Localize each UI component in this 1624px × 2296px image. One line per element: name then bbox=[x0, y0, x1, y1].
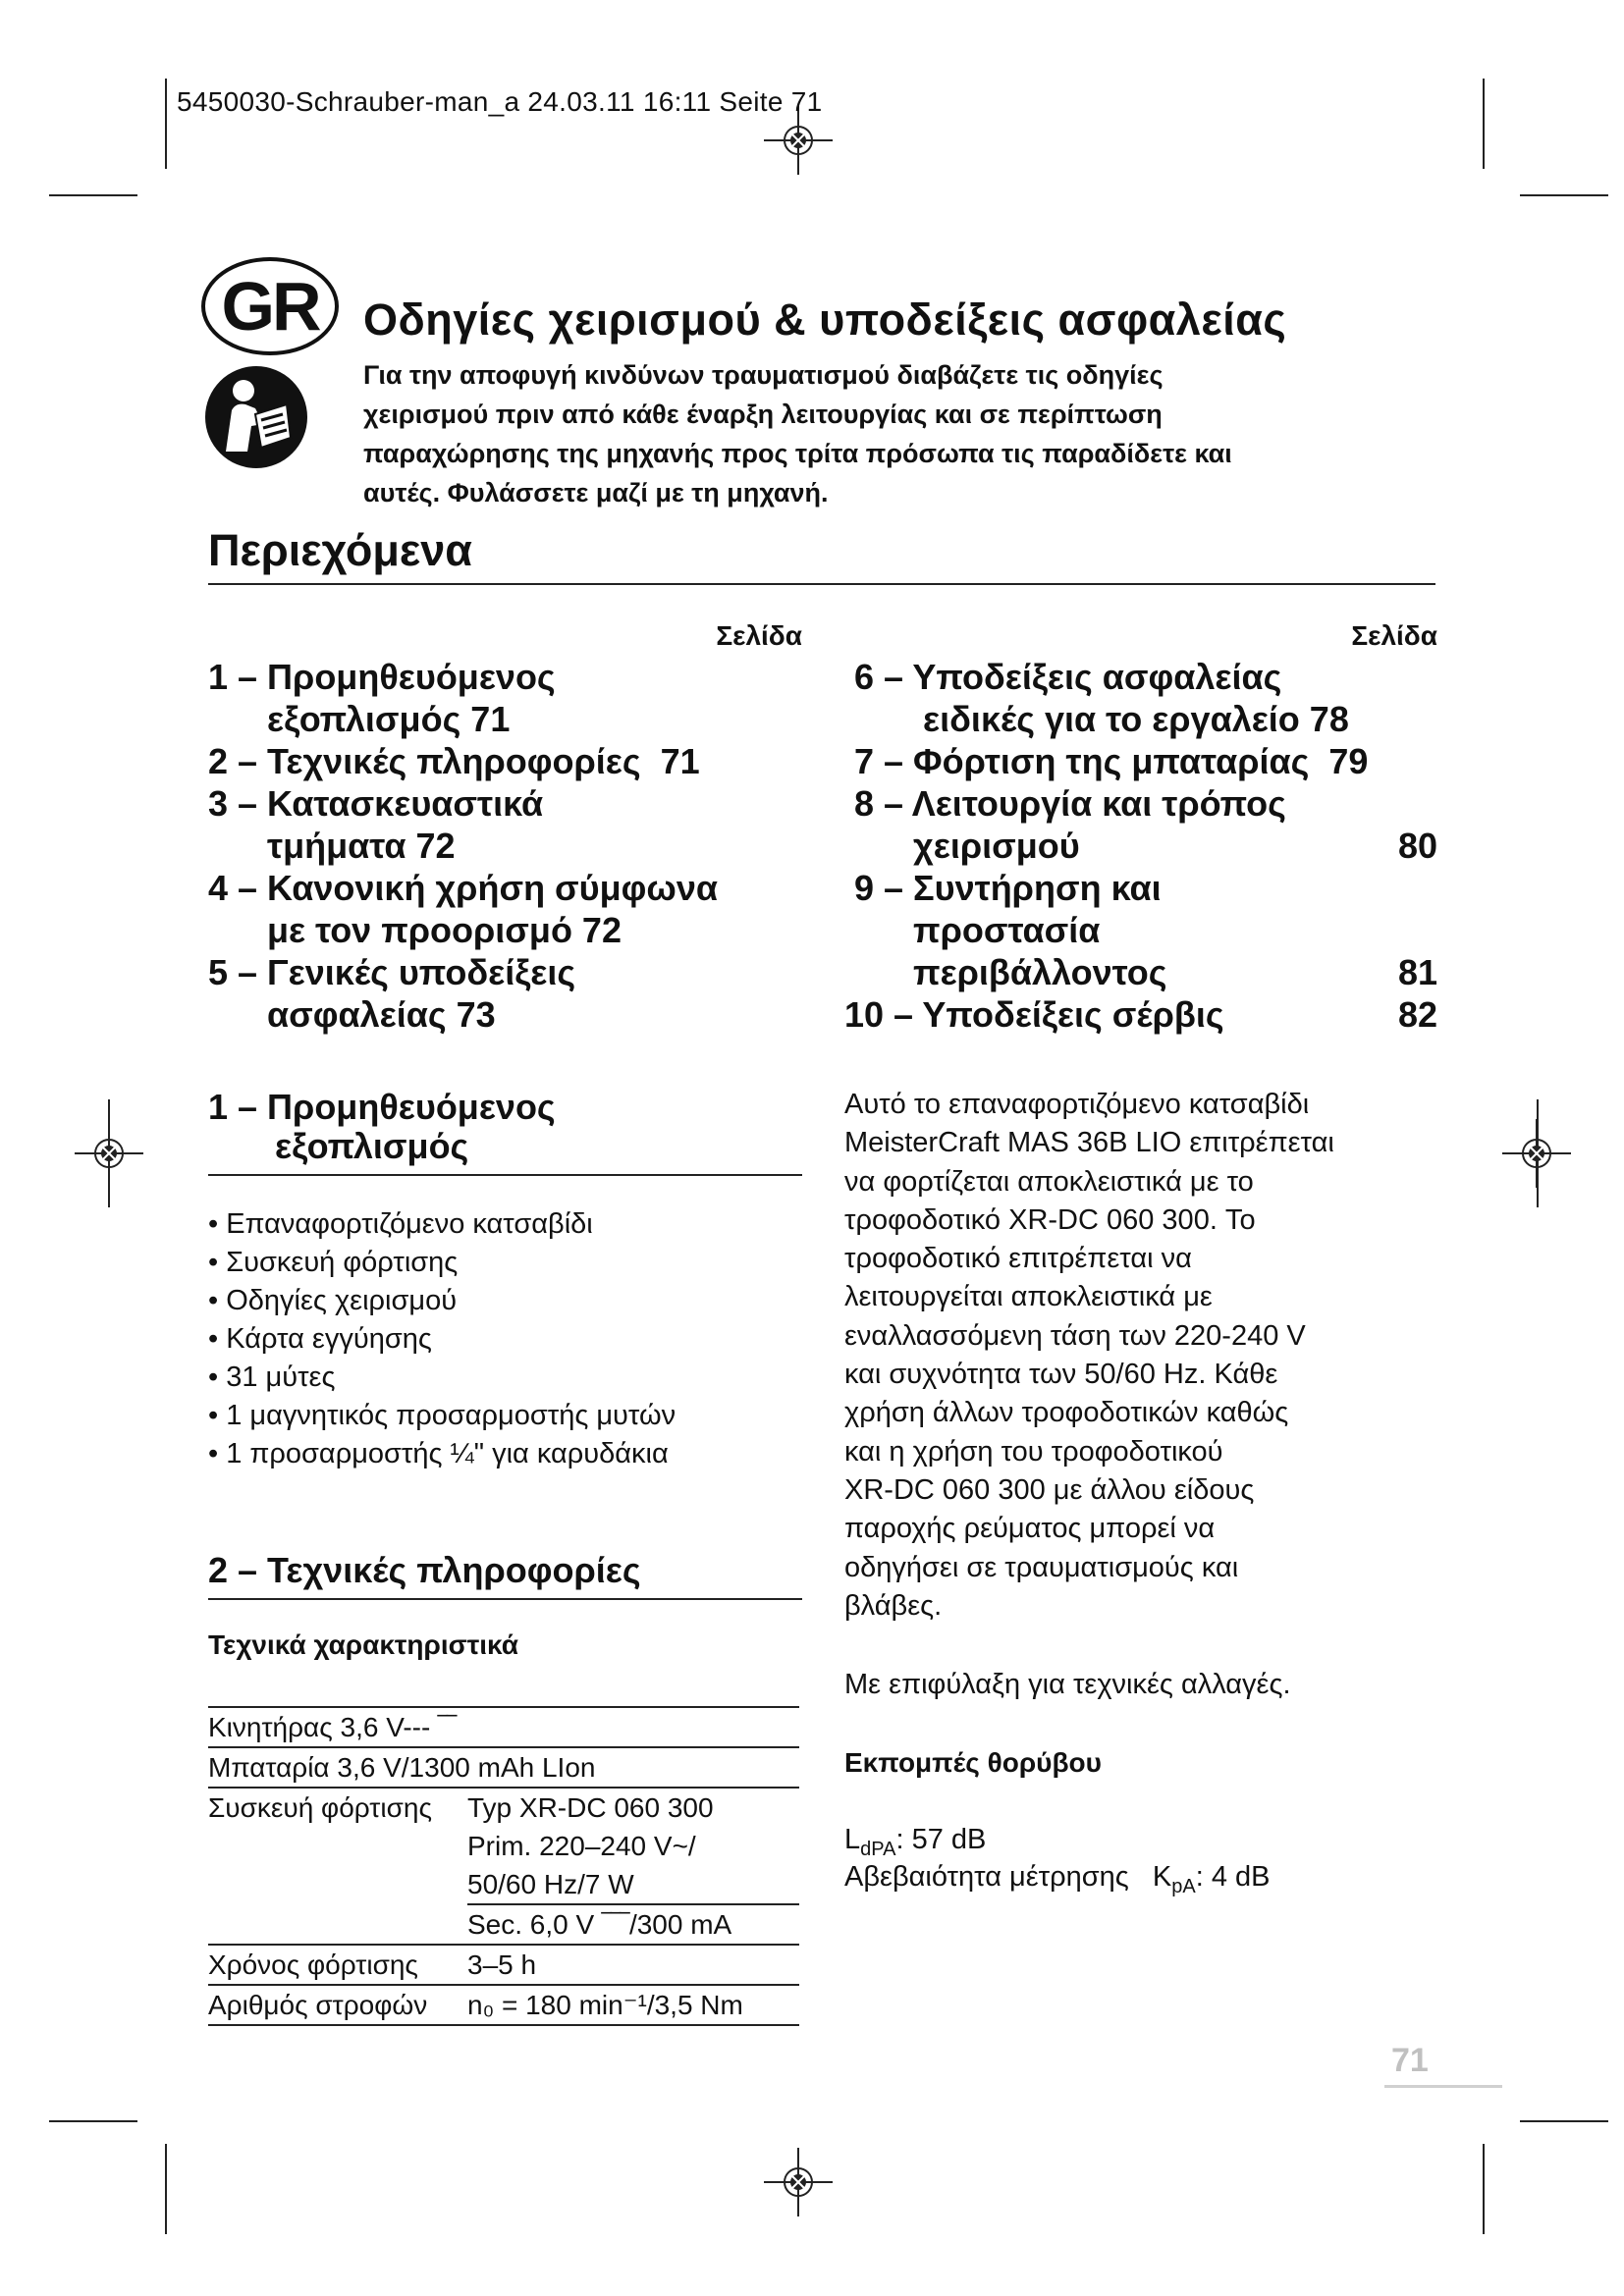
usage-paragraph bbox=[844, 1086, 1473, 1626]
toc-entry[interactable]: περιβάλλοντος 81 bbox=[844, 952, 1437, 992]
text-line: τροφοδοτικό επιτρέπεται να bbox=[844, 1243, 1192, 1275]
text-line: βλάβες. bbox=[844, 1589, 943, 1622]
registration-mark-icon bbox=[75, 1119, 143, 1188]
crop-mark bbox=[1483, 2144, 1485, 2234]
crop-mark bbox=[1520, 194, 1608, 196]
toc-entry[interactable]: 9 – Συντήρηση και bbox=[844, 868, 1162, 908]
text-line: χρήση άλλων τροφοδοτικών καθώς bbox=[844, 1397, 1289, 1429]
table-row: 50/60 Hz/7 W bbox=[467, 1869, 634, 1899]
toc-entry[interactable]: ειδικές για το εργαλείο 78 bbox=[844, 699, 1349, 739]
spec-table bbox=[208, 1706, 799, 2026]
toc-entry[interactable]: προστασία bbox=[844, 910, 1101, 950]
noise-header: Εκπομπές θορύβου bbox=[844, 1747, 1102, 1778]
delivery-list bbox=[208, 1205, 817, 1473]
toc-entry[interactable]: 6 – Υποδείξεις ασφαλείας bbox=[844, 657, 1282, 697]
toc-entry[interactable]: 8 – Λειτουργία και τρόπος bbox=[844, 783, 1286, 824]
intro-line: Για την αποφυγή κινδύνων τραυματισμού διαβάζετε τις οδηγίες bbox=[363, 360, 1164, 390]
sound-pressure-value: $L_{dPA}$: 57 dB bbox=[844, 1824, 987, 1860]
list-item: • 1 μαγνητικός προσαρμοστής μυτών bbox=[208, 1400, 677, 1431]
text-line: και συχνότητα των 50/60 Hz. Κάθε bbox=[844, 1359, 1278, 1391]
contents-title: Περιεχόμενα bbox=[208, 525, 472, 575]
toc-entry[interactable]: 7 – Φόρτιση της μπαταρίας 79 bbox=[844, 741, 1369, 781]
page-title: Οδηγίες χειρισμού & υποδείξεις ασφαλείας bbox=[363, 294, 1287, 345]
country-badge: GR bbox=[201, 257, 339, 355]
toc-entry[interactable]: εξοπλισμός 71 bbox=[208, 699, 511, 739]
text-line: λειτουργείται αποκλειστικά με bbox=[844, 1281, 1213, 1313]
crop-mark bbox=[49, 194, 137, 196]
toc-left-column bbox=[208, 616, 802, 1036]
table-row: Χρόνος φόρτισης 3–5 h bbox=[208, 1945, 799, 1985]
table-row: Κινητήρας 3,6 V--- ‾‾ bbox=[208, 1707, 799, 1747]
page-number: 71 bbox=[1391, 2042, 1429, 2079]
text-line: εναλλασσόμενη τάση των 220-240 V bbox=[844, 1319, 1306, 1352]
toc-entry[interactable]: με τον προορισμό 72 bbox=[208, 910, 622, 950]
toc-entry[interactable]: 4 – Κανονική χρήση σύμφωνα bbox=[208, 868, 718, 908]
text-line: MeisterCraft MAS 36B LIO επιτρέπεται bbox=[844, 1127, 1334, 1159]
list-item: • 1 προσαρμοστής ¼" για καρυδάκια bbox=[208, 1438, 669, 1469]
crop-mark bbox=[1483, 79, 1485, 169]
specs-header: Τεχνικά χαρακτηριστικά bbox=[208, 1629, 518, 1660]
intro-line: αυτές. Φυλάσσετε μαζί με τη μηχανή. bbox=[363, 478, 829, 507]
text-line: XR-DC 060 300 με άλλου είδους bbox=[844, 1473, 1255, 1506]
toc-entry[interactable]: 1 – Προμηθευόμενος bbox=[208, 657, 556, 697]
table-row: Αριθμός στροφών n₀ = 180 min⁻¹/3,5 Nm bbox=[208, 1985, 799, 2025]
technical-changes-notice: Με επιφύλαξη για τεχνικές αλλαγές. bbox=[844, 1669, 1291, 1700]
crop-mark bbox=[1520, 2120, 1608, 2122]
section-1-title: 1 – Προμηθευόμενος εξοπλισμός bbox=[208, 1087, 556, 1166]
registration-mark-icon bbox=[764, 2148, 833, 2216]
toc-entry[interactable]: τμήματα 72 bbox=[208, 826, 456, 866]
toc-entry[interactable]: 10 – Υποδείξεις σέρβις 82 bbox=[844, 994, 1437, 1035]
table-row: Συσκευή φόρτισης Typ XR-DC 060 300 bbox=[208, 1788, 799, 1827]
intro-line: παραχώρησης της μηχανής προς τρίτα πρόσωπα τις παραδίδετε και bbox=[363, 439, 1232, 468]
list-item: • Κάρτα εγγύησης bbox=[208, 1323, 432, 1355]
table-row: Prim. 220–240 V~/ bbox=[467, 1831, 696, 1861]
divider bbox=[208, 1598, 802, 1600]
table-row: Μπαταρία 3,6 V/1300 mAh LIon bbox=[208, 1747, 799, 1788]
toc-entry[interactable]: ασφαλείας 73 bbox=[208, 994, 496, 1035]
text-line: οδηγήσει σε τραυματισμούς και bbox=[844, 1551, 1239, 1583]
crop-mark bbox=[165, 79, 167, 169]
intro-line: χειρισμού πριν από κάθε έναρξη λειτουργίας και σε περίπτωση bbox=[363, 400, 1163, 429]
divider bbox=[1384, 2085, 1502, 2088]
toc-entry[interactable]: 3 – Κατασκευαστικά bbox=[208, 783, 544, 824]
toc-entry[interactable]: 2 – Τεχνικές πληροφορίες 71 bbox=[208, 741, 700, 781]
section-2-title: 2 – Τεχνικές πληροφορίες bbox=[208, 1550, 641, 1590]
toc-right-column bbox=[844, 616, 1437, 1036]
text-line: Αυτό το επαναφορτιζόμενο κατσαβίδι bbox=[844, 1089, 1310, 1120]
crop-mark bbox=[49, 2120, 137, 2122]
divider bbox=[208, 583, 1435, 585]
toc-page-label: Σελίδα bbox=[1351, 620, 1437, 651]
toc-entry[interactable]: χειρισμού 80 bbox=[844, 826, 1437, 866]
text-line: να φορτίζεται αποκλειστικά με το bbox=[844, 1165, 1254, 1198]
intro-paragraph bbox=[363, 355, 1404, 512]
registration-mark-icon bbox=[1502, 1119, 1571, 1188]
divider bbox=[208, 1174, 802, 1176]
toc-page-label: Σελίδα bbox=[716, 620, 802, 651]
measurement-uncertainty-value: Αβεβαιότητα μέτρησης $K_{pA}$: 4 dB bbox=[844, 1861, 1271, 1897]
table-row: Sec. 6,0 V ‾‾‾/300 mA bbox=[208, 1904, 799, 1945]
list-item: • Οδηγίες χειρισμού bbox=[208, 1285, 458, 1316]
text-line: και η χρήση του τροφοδοτικού bbox=[844, 1435, 1223, 1468]
list-item: • Συσκευή φόρτισης bbox=[208, 1247, 459, 1278]
text-line: παροχής ρεύματος μπορεί να bbox=[844, 1513, 1216, 1545]
toc-entry[interactable]: 5 – Γενικές υποδείξεις bbox=[208, 952, 576, 992]
text-line: τροφοδοτικό XR-DC 060 300. Το bbox=[844, 1203, 1256, 1236]
list-item: • Επαναφορτιζόμενο κατσαβίδι bbox=[208, 1208, 593, 1240]
print-slug: 5450030-Schrauber-man_a 24.03.11 16:11 Seite 71 bbox=[177, 86, 823, 117]
list-item: • 31 μύτες bbox=[208, 1362, 336, 1393]
crop-mark bbox=[165, 2144, 167, 2234]
read-manual-icon bbox=[204, 365, 308, 469]
